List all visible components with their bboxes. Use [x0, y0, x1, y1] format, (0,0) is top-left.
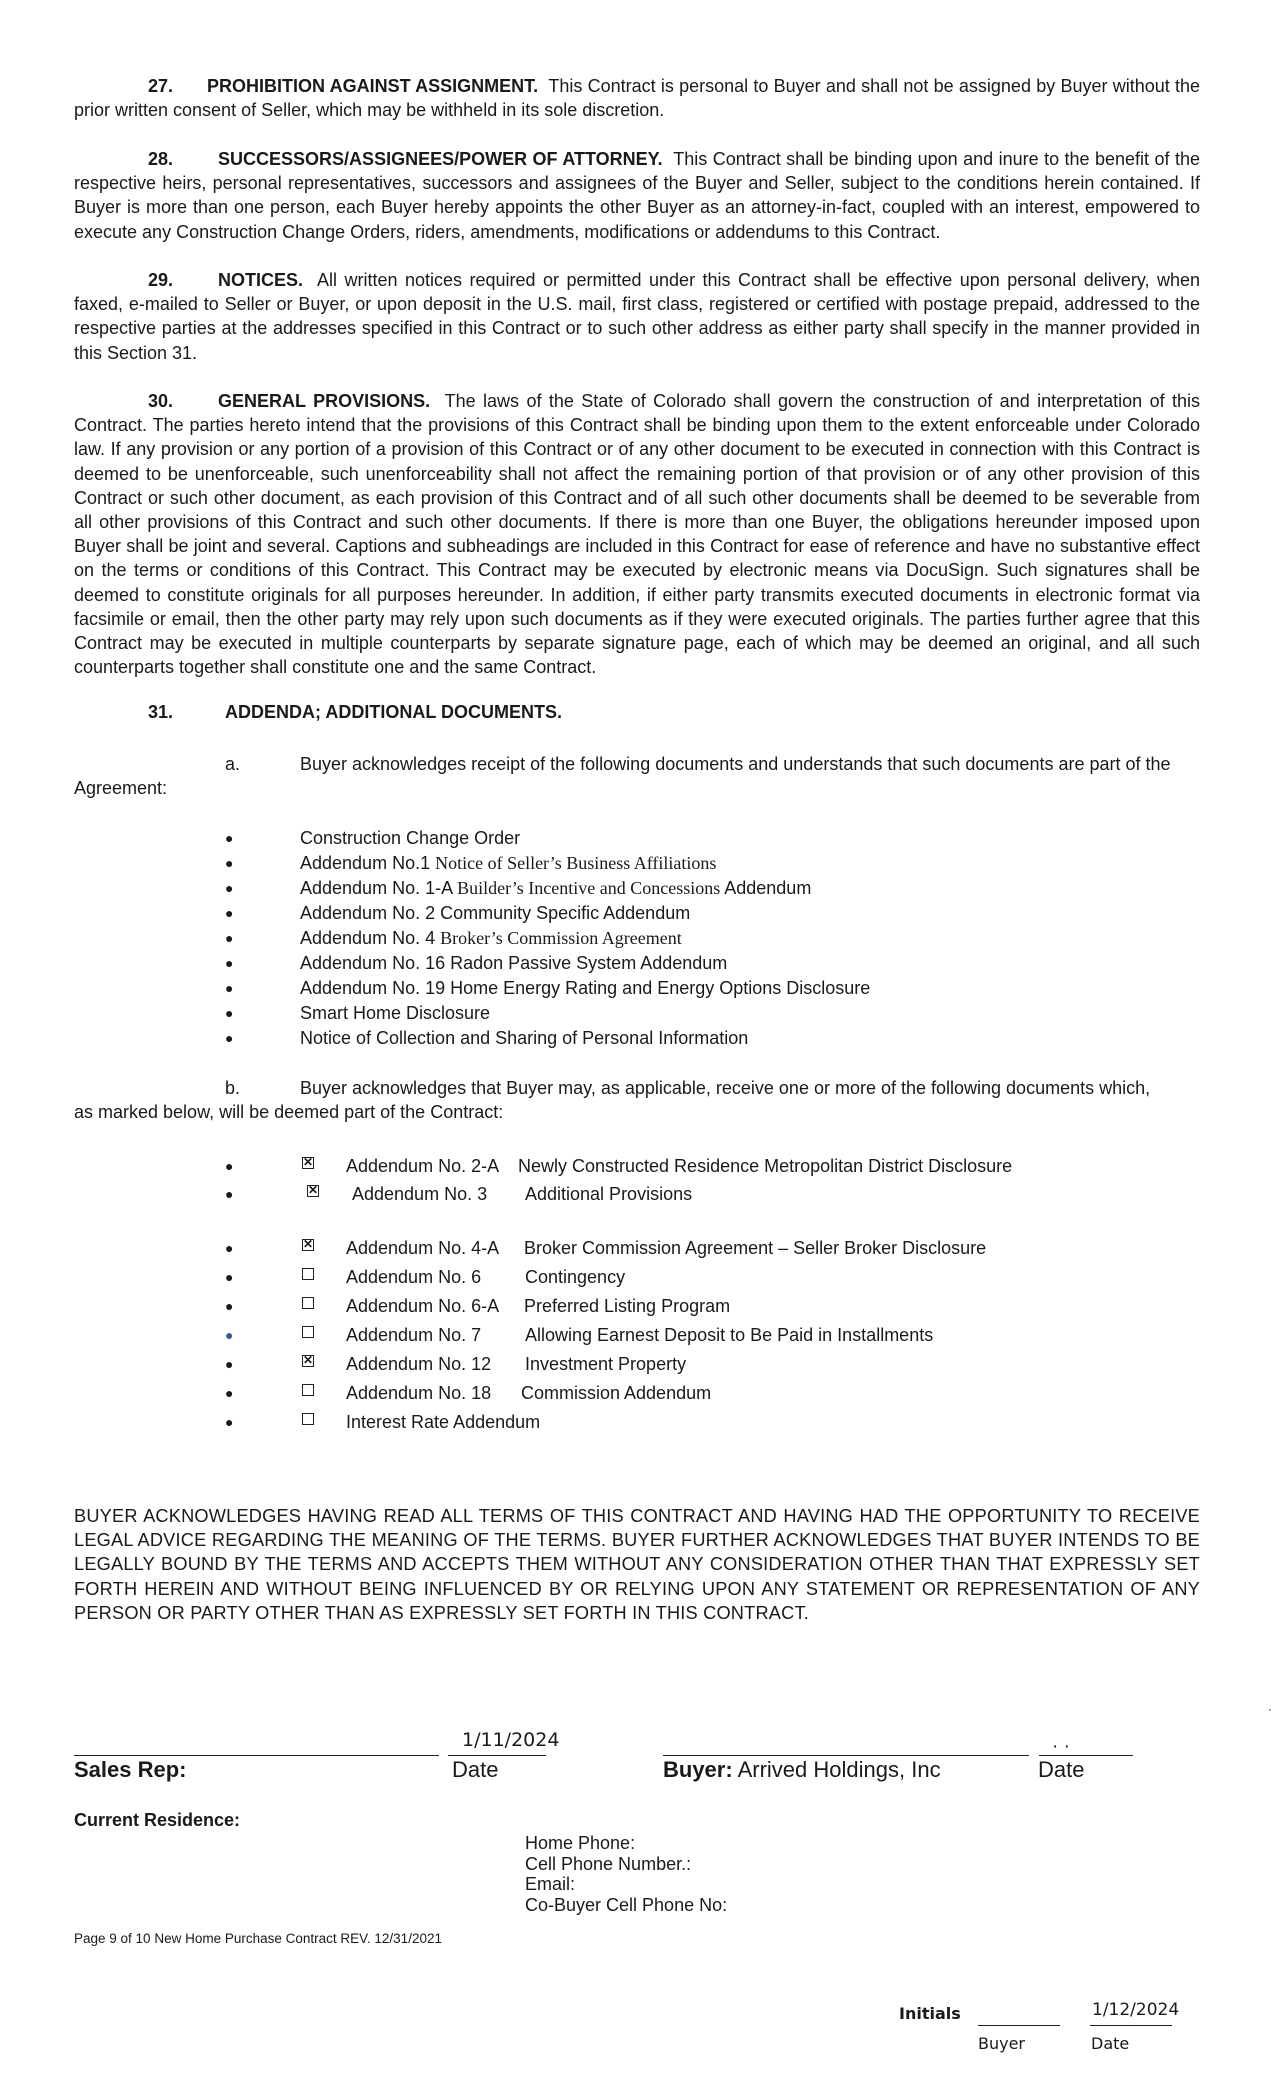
- doc-b-label: Addendum No. 18: [346, 1383, 492, 1403]
- doc-a-label: Addendum No. 4: [300, 928, 441, 948]
- initials-label: Initials: [899, 2004, 961, 2023]
- edge-mark: ·: [1268, 1702, 1272, 1716]
- doc-a-item: [300, 901, 690, 925]
- doc-b-desc: Preferred Listing Program: [524, 1296, 731, 1316]
- doc-a-item: [300, 826, 520, 850]
- initials-buyer-line[interactable]: [978, 2025, 1060, 2026]
- sub-a-text: Buyer acknowledges receipt of the following documents and understands that such documents are part of the: [300, 754, 1171, 774]
- bullet-icon: ●: [225, 1005, 234, 1021]
- doc-b-label: Addendum No. 12: [346, 1354, 492, 1374]
- doc-a-extra: Builder’s Incentive and Concessions: [457, 878, 721, 898]
- bullet-icon: ●: [225, 1298, 234, 1314]
- doc-a-item: [300, 926, 682, 950]
- doc-b-desc: Commission Addendum: [521, 1383, 712, 1403]
- doc-b-desc: Investment Property: [525, 1354, 687, 1374]
- section-30-number: 30.: [148, 391, 174, 411]
- section-29-title: NOTICES.: [218, 270, 304, 290]
- bullet-icon: ●: [225, 855, 234, 871]
- sub-a-letter: a.: [225, 754, 241, 774]
- doc-b-desc: Newly Constructed Residence Metropolitan District Disclosure: [518, 1156, 1013, 1176]
- section-27: [74, 74, 1200, 122]
- doc-a-label: Notice of Collection and Sharing of Personal Information: [300, 1028, 749, 1048]
- buyer-signature: [663, 1757, 941, 1783]
- doc-a-item: [300, 1001, 490, 1025]
- bullet-icon: ●: [225, 1269, 234, 1285]
- cell-phone-label: Cell Phone Number.:: [525, 1853, 692, 1874]
- buyer-date-label: Date: [1038, 1757, 1085, 1782]
- addendum-6-checkbox[interactable]: [302, 1268, 314, 1280]
- doc-b-label: Addendum No. 6-A: [346, 1296, 500, 1316]
- doc-b-label: Addendum No. 6: [346, 1267, 482, 1287]
- doc-b-label: Addendum No. 7: [346, 1325, 482, 1345]
- buyer-label: Buyer:: [663, 1757, 733, 1782]
- section-29-text: All written notices required or permitted under this Contract shall be effective upon personal delivery, when faxed, e-mailed to Seller or Buyer, or upon deposit in the U.S. mail, first class, registered or certified with postage prepaid, addressed to the respective parties at the addresses specified in this Contract or to such other address as either party shall specify in the manner provided in this Section 31.: [74, 270, 1200, 363]
- section-28: [74, 147, 1200, 244]
- section-29-number: 29.: [148, 270, 174, 290]
- doc-b-label: Addendum No. 2-A: [346, 1156, 500, 1176]
- doc-a-tail: Addendum: [720, 878, 812, 898]
- bullet-icon: ●: [225, 1158, 234, 1174]
- doc-a-label: Addendum No.1: [300, 853, 436, 873]
- interest-rate-checkbox[interactable]: [302, 1413, 314, 1425]
- doc-a-item: [300, 851, 716, 875]
- addendum-3-checkbox[interactable]: ✕: [308, 1183, 319, 1197]
- addendum-12-checkbox[interactable]: ✕: [303, 1353, 314, 1367]
- bullet-icon: ●: [225, 1240, 234, 1256]
- section-30-text: The laws of the State of Colorado shall govern the construction of and interpretation of this Contract. The parties hereto intend that the provisions of this Contract shall be binding upon them to the extent enforceable under Colorado law. If any provision or any portion of a provision of this Contract or of any other document to be executed in connection with this Contract is deemed to be unenforceable, such unenforceability shall not affect the remaining portion of that provision or of any other provision of this Contract or such other document, as each provision of this Contract and of all such other documents shall be deemed to be severable from all other provisions of this Contract and such other documents. If there is more than one Buyer, the obligations hereunder imposed upon Buyer shall be joint and several. Captions and subheadings are included in this Contract for ease of reference and have no substantive effect on the terms or conditions of this Contract. This Contract may be executed by electronic means via DocuSign. Such signatures shall be deemed to constitute originals for all purposes hereunder. In addition, if either party transmits executed documents in electronic format via facsimile or email, then the other party may rely upon such documents as if they were executed originals. The parties further agree that this Contract may be executed in multiple counterparts by separate signature page, each of which may be deemed an original, and all such counterparts together shall constitute one and the same Contract.: [74, 391, 1200, 678]
- section-28-text: This Contract shall be binding upon and inure to the benefit of the respective heirs, personal representatives, successors and assignees of the Buyer and Seller, subject to the conditions herein contained. If Buyer is more than one person, each Buyer hereby appoints the other Buyer as an attorney-in-fact, coupled with an interest, empowered to execute any Construction Change Orders, riders, amendments, modifications or addendums to this Contract.: [74, 149, 1200, 242]
- section-27-title: PROHIBITION AGAINST ASSIGNMENT.: [207, 76, 539, 96]
- sales-rep-date-label: Date: [452, 1757, 499, 1782]
- email-label: Email:: [525, 1874, 576, 1894]
- buyer-signature-line[interactable]: [663, 1755, 1029, 1756]
- section-31-title: ADDENDA; ADDITIONAL DOCUMENTS.: [225, 702, 562, 722]
- doc-a-label: Addendum No. 19 Home Energy Rating and Energy Options Disclosure: [300, 978, 871, 998]
- sales-rep-signature-line[interactable]: [74, 1755, 439, 1756]
- addendum-2a-checkbox[interactable]: ✕: [303, 1155, 314, 1169]
- doc-a-label: Addendum No. 16 Radon Passive System Addendum: [300, 953, 728, 973]
- section-30-title: GENERAL PROVISIONS.: [218, 391, 431, 411]
- buyer-name: Arrived Holdings, Inc: [737, 1757, 941, 1782]
- initials-date-label: Date: [1091, 2034, 1130, 2053]
- doc-b-label: Addendum No. 3: [352, 1184, 488, 1204]
- home-phone-label: Home Phone:: [525, 1833, 636, 1853]
- doc-a-item: [300, 976, 870, 1000]
- sales-rep-date-value: 1/11/2024: [462, 1729, 560, 1751]
- cobuyer-cell-label: Co-Buyer Cell Phone No:: [525, 1894, 728, 1915]
- section-27-text: This Contract is personal to Buyer and shall not be assigned by Buyer without the prior written consent of Seller, which may be withheld in its sole discretion.: [74, 76, 1200, 121]
- initials-date-value: 1/12/2024: [1092, 2000, 1180, 2020]
- bullet-icon: ●: [225, 1414, 234, 1430]
- bullet-icon: ●: [225, 1186, 234, 1202]
- bullet-icon: ●: [225, 980, 234, 996]
- page-footer: Page 9 of 10 New Home Purchase Contract REV. 12/31/2021: [74, 1931, 442, 1946]
- sub-a-continuation: Agreement:: [74, 778, 168, 798]
- section-30: [74, 389, 1200, 679]
- doc-a-item: [300, 876, 811, 900]
- buyer-date-value: · ·: [1052, 1736, 1070, 1757]
- sub-b-text: Buyer acknowledges that Buyer may, as applicable, receive one or more of the following documents which,: [300, 1078, 1151, 1098]
- doc-b-desc: Broker Commission Agreement – Seller Broker Disclosure: [524, 1238, 987, 1258]
- sub-b-letter: b.: [225, 1078, 241, 1098]
- doc-b-desc: Contingency: [525, 1267, 626, 1287]
- bullet-icon: ●: [225, 1327, 234, 1343]
- section-28-number: 28.: [148, 149, 174, 169]
- addendum-6a-checkbox[interactable]: [302, 1297, 314, 1309]
- doc-a-extra: Notice of Seller’s Business Affiliations: [435, 853, 717, 873]
- bullet-icon: ●: [225, 1385, 234, 1401]
- contact-fields: [525, 1833, 727, 1915]
- sales-rep-label: Sales Rep:: [74, 1757, 187, 1782]
- bullet-icon: ●: [225, 930, 234, 946]
- doc-b-desc: Allowing Earnest Deposit to Be Paid in Installments: [525, 1325, 934, 1345]
- doc-a-label: Addendum No. 2 Community Specific Addendum: [300, 903, 691, 923]
- addendum-7-checkbox[interactable]: [302, 1326, 314, 1338]
- bullet-icon: ●: [225, 1356, 234, 1372]
- section-27-number: 27.: [148, 76, 174, 96]
- doc-a-label: Construction Change Order: [300, 828, 521, 848]
- doc-b-label: Addendum No. 4-A: [346, 1238, 500, 1258]
- bullet-icon: ●: [225, 955, 234, 971]
- doc-a-item: [300, 1026, 748, 1050]
- buyer-acknowledgment: BUYER ACKNOWLEDGES HAVING READ ALL TERMS OF THIS CONTRACT AND HAVING HAD THE OPPORTUNITY TO RECEIVE LEGAL ADVICE REGARDING THE MEANING OF THE TERMS. BUYER FURTHER ACKNOWLEDGES THAT BUYER INTENDS TO BE LEGALLY BOUND BY THE TERMS AND ACCEPTS THEM WITHOUT ANY CONSIDERATION OTHER THAN THAT EXPRESSLY SET FORTH HEREIN AND WITHOUT BEING INFLUENCED BY OR RELYING UPON ANY STATEMENT OR REPRESENTATION OF ANY PERSON OR PARTY OTHER THAN AS EXPRESSLY SET FORTH IN THIS CONTRACT.: [74, 1506, 1200, 1623]
- doc-b-label: Interest Rate Addendum: [346, 1412, 541, 1432]
- bullet-icon: ●: [225, 880, 234, 896]
- initials-date-line: [1090, 2025, 1172, 2026]
- doc-a-label: Smart Home Disclosure: [300, 1003, 491, 1023]
- initials-buyer-label: Buyer: [978, 2034, 1026, 2053]
- doc-a-label: Addendum No. 1-A: [300, 878, 458, 898]
- section-29: [74, 268, 1200, 365]
- sub-b-continuation: as marked below, will be deemed part of the Contract:: [74, 1102, 504, 1122]
- current-residence-label: Current Residence:: [74, 1810, 241, 1830]
- doc-a-extra: Broker’s Commission Agreement: [440, 928, 682, 948]
- doc-b-desc: Additional Provisions: [525, 1184, 693, 1204]
- addendum-18-checkbox[interactable]: [302, 1384, 314, 1396]
- doc-a-item: [300, 951, 727, 975]
- sales-rep-date-line: [448, 1755, 546, 1756]
- section-28-title: SUCCESSORS/ASSIGNEES/POWER OF ATTORNEY.: [218, 149, 663, 169]
- section-31-number: 31.: [148, 702, 174, 722]
- bullet-icon: ●: [225, 830, 234, 846]
- addendum-4a-checkbox[interactable]: ✕: [303, 1237, 314, 1251]
- bullet-icon: ●: [225, 1030, 234, 1046]
- bullet-icon: ●: [225, 905, 234, 921]
